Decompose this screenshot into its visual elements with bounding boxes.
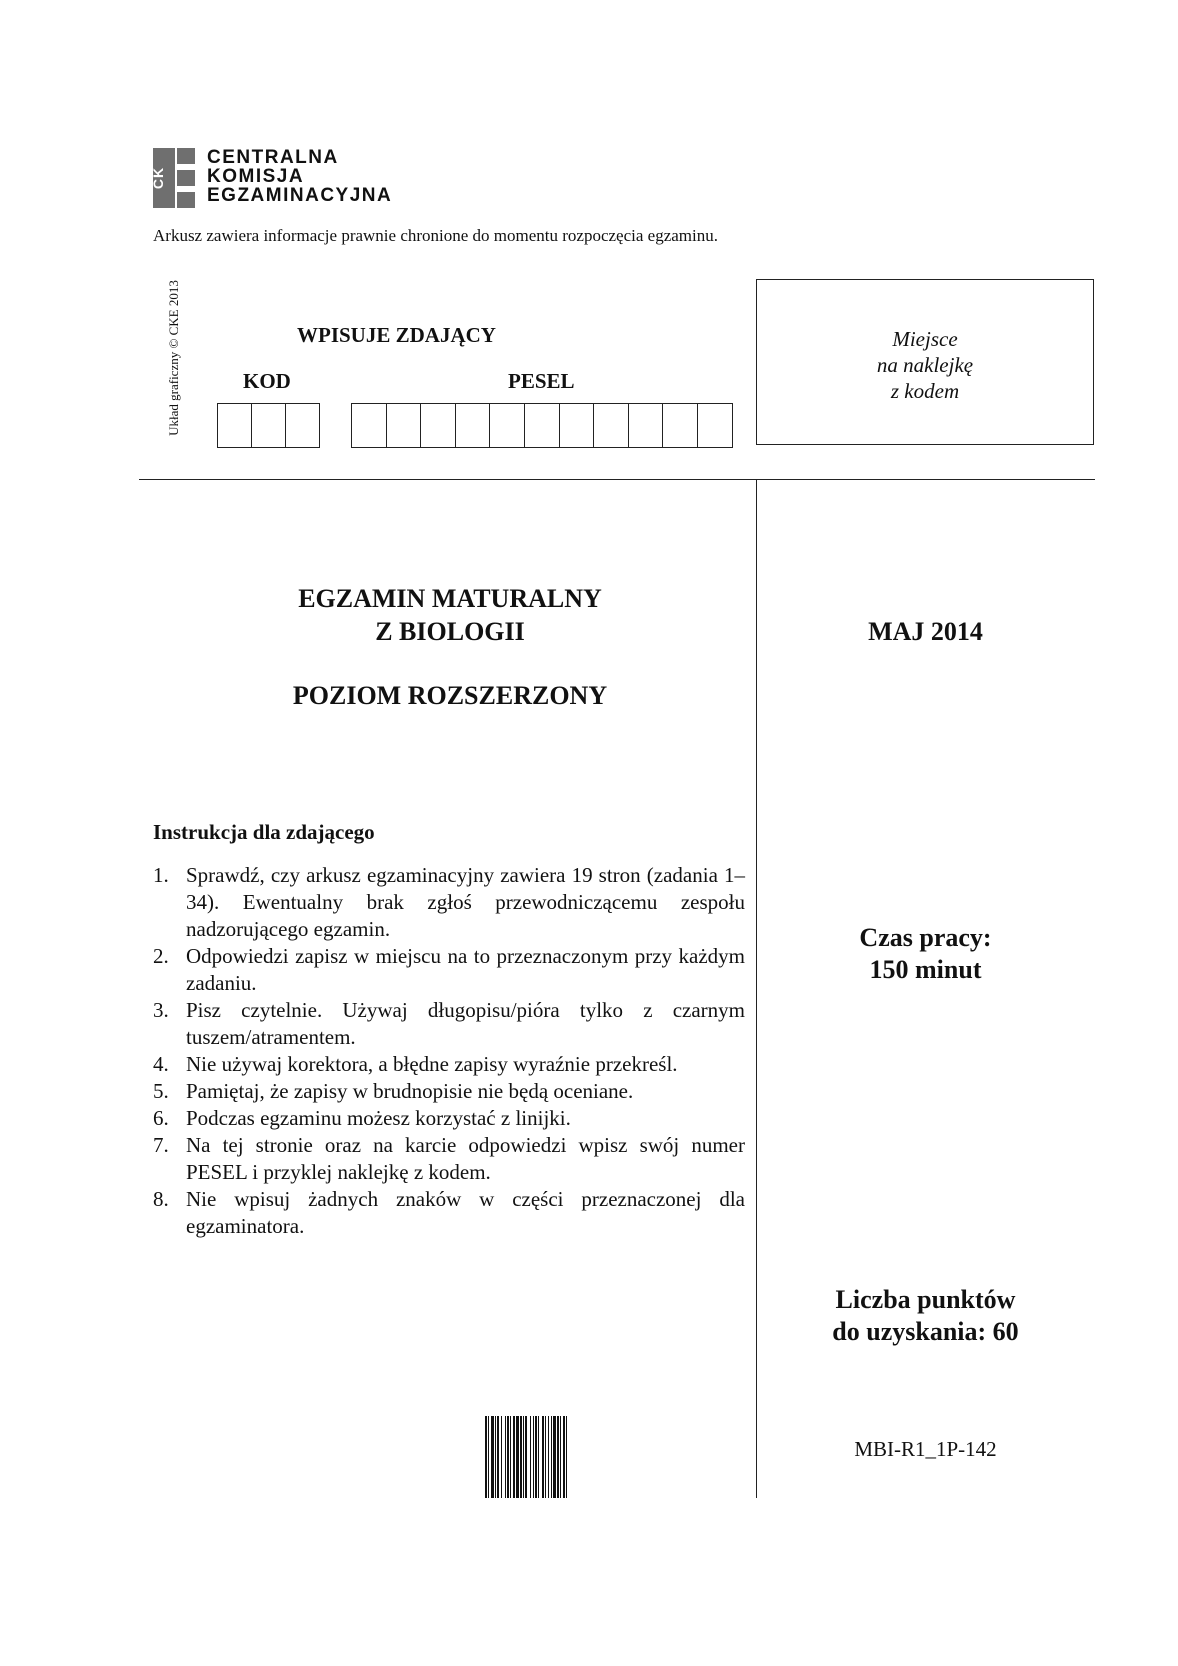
sticker-area	[756, 279, 1094, 445]
instructions-list	[153, 862, 745, 1240]
kod-cell[interactable]	[218, 404, 252, 447]
instruction-item	[153, 943, 745, 997]
barcode	[485, 1416, 618, 1498]
exam-code: MBI-R1_1P-142	[854, 1437, 997, 1461]
instructions-title: Instrukcja dla zdającego	[153, 820, 375, 844]
instruction-number: 4.	[153, 1052, 169, 1076]
kod-label: KOD	[243, 369, 291, 393]
instruction-number: 2.	[153, 944, 169, 968]
pesel-cell[interactable]	[421, 404, 456, 447]
instruction-number: 8.	[153, 1187, 169, 1211]
pesel-cell[interactable]	[594, 404, 629, 447]
horizontal-divider	[139, 479, 1095, 480]
logo-line-3: EGZAMINACYJNA	[207, 185, 393, 206]
instruction-text: Nie używaj korektora, a błędne zapisy wyraźnie przekreśl.	[186, 1052, 678, 1076]
points-info	[756, 1284, 1095, 1348]
logo-mark-text: CK	[150, 166, 167, 190]
graphic-credit: Układ graficzny © CKE 2013	[166, 280, 181, 436]
logo-text	[207, 148, 392, 205]
sticker-line-2: na naklejkę	[876, 353, 974, 377]
instruction-number: 1.	[153, 863, 169, 887]
pesel-cell[interactable]	[387, 404, 422, 447]
instruction-item	[153, 1186, 745, 1240]
instruction-number: 7.	[153, 1133, 169, 1157]
pesel-cell[interactable]	[456, 404, 491, 447]
instruction-text: Sprawdź, czy arkusz egzaminacyjny zawiera 19 stron (zadania 1–34). Ewentualny brak zgłoś przewodniczącemu zespołu nadzorującego egzamin.	[186, 863, 745, 941]
instruction-text: Podczas egzaminu możesz korzystać z linijki.	[186, 1106, 571, 1130]
kod-cell[interactable]	[286, 404, 319, 447]
logo-line-1: CENTRALNA	[207, 147, 339, 168]
instruction-number: 6.	[153, 1106, 169, 1130]
instruction-text: Nie wpisuj żadnych znaków w części przeznaczonej dla egzaminatora.	[186, 1187, 745, 1238]
instruction-item	[153, 997, 745, 1051]
pesel-cell[interactable]	[560, 404, 595, 447]
logo-line-2: KOMISJA	[207, 166, 305, 187]
instruction-text: Na tej stronie oraz na karcie odpowiedzi wpisz swój numer PESEL i przyklej naklejkę z kodem.	[186, 1133, 745, 1184]
pesel-label: PESEL	[508, 369, 575, 393]
kod-input-cells[interactable]	[217, 403, 320, 448]
instruction-number: 5.	[153, 1079, 169, 1103]
exam-level: POZIOM ROZSZERZONY	[292, 681, 608, 710]
instruction-text: Pamiętaj, że zapisy w brudnopisie nie będą oceniane.	[186, 1079, 634, 1103]
instruction-item	[153, 1105, 745, 1132]
pesel-input-cells[interactable]	[351, 403, 733, 448]
cke-logo-mark	[150, 148, 197, 208]
pesel-cell[interactable]	[352, 404, 387, 447]
points-label: Liczba punktów	[835, 1285, 1016, 1314]
instruction-item	[153, 862, 745, 943]
pesel-cell[interactable]	[525, 404, 560, 447]
exam-subject: Z BIOLOGII	[375, 617, 525, 646]
sticker-line-3: z kodem	[890, 379, 960, 403]
instruction-item	[153, 1132, 745, 1186]
kod-cell[interactable]	[252, 404, 286, 447]
instruction-number: 3.	[153, 998, 169, 1022]
instruction-text: Odpowiedzi zapisz w miejscu na to przeznaczonym przy każdym zadaniu.	[186, 944, 745, 995]
instruction-item	[153, 1078, 745, 1105]
sticker-line-1: Miejsce	[892, 327, 958, 351]
pesel-cell[interactable]	[698, 404, 732, 447]
candidate-fills-heading: WPISUJE ZDAJĄCY	[297, 323, 496, 347]
pesel-cell[interactable]	[629, 404, 664, 447]
work-time	[756, 922, 1095, 986]
work-time-value: 150 minut	[869, 955, 982, 984]
exam-date: MAJ 2014	[868, 617, 983, 646]
pesel-cell[interactable]	[663, 404, 698, 447]
instruction-text: Pisz czytelnie. Używaj długopisu/pióra tylko z czarnym tuszem/atramentem.	[186, 998, 745, 1049]
instruction-item	[153, 1051, 745, 1078]
exam-title: EGZAMIN MATURALNY	[298, 584, 602, 613]
cke-logo	[150, 147, 393, 208]
points-value: do uzyskania: 60	[832, 1317, 1019, 1346]
pesel-cell[interactable]	[490, 404, 525, 447]
work-time-label: Czas pracy:	[859, 923, 992, 952]
confidentiality-notice: Arkusz zawiera informacje prawnie chronione do momentu rozpoczęcia egzaminu.	[153, 226, 719, 245]
